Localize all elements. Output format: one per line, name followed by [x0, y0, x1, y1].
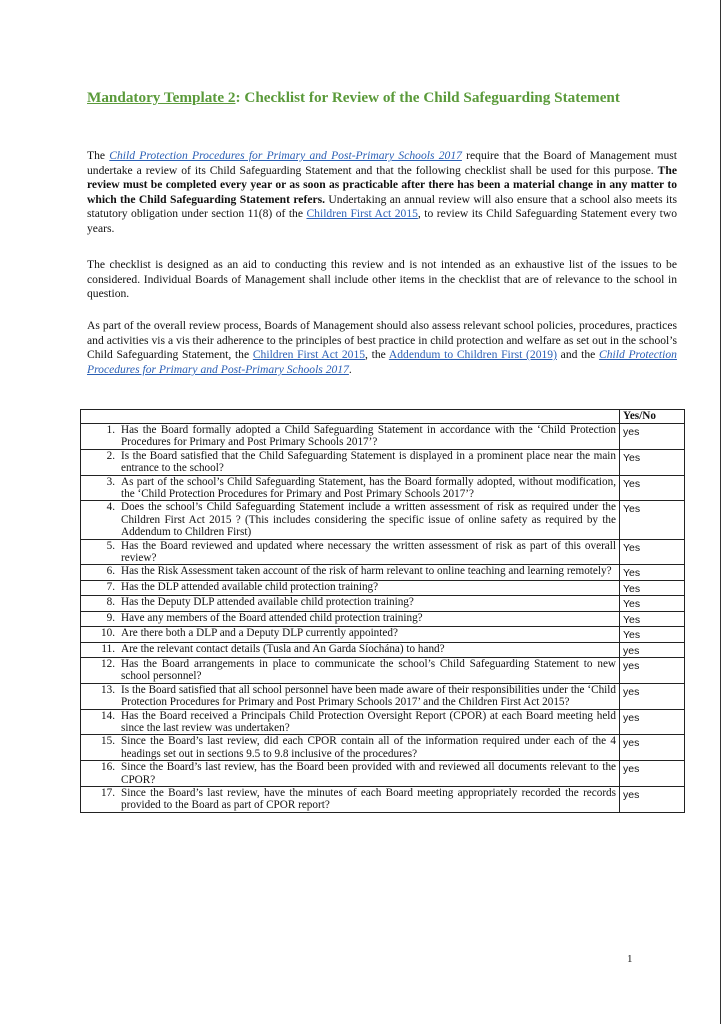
- yes-no-header: Yes/No: [620, 410, 685, 424]
- question-number: 12.: [101, 657, 115, 670]
- children-first-link[interactable]: Children First Act 2015: [252, 348, 366, 362]
- question-cell: [81, 786, 620, 812]
- question-cell: [81, 501, 620, 539]
- question-number: 15.: [101, 735, 115, 748]
- question-text: Has the Board received a Principals Child Protection Oversight Report (CPOR) at each Board meeting held since the last review was undertaken?: [121, 709, 616, 734]
- text: The: [87, 149, 110, 162]
- question-number: 10.: [101, 627, 115, 640]
- question-cell: [81, 611, 620, 626]
- question-number: 6.: [106, 565, 115, 578]
- question-number: 3.: [106, 475, 115, 488]
- answer-cell: yes: [620, 683, 685, 709]
- question-header-cell: [81, 410, 620, 424]
- question-number: 9.: [106, 611, 115, 624]
- question-text: Since the Board’s last review, have the minutes of each Board meeting appropriately recorded the records provided to the Board as part of CPOR report?: [121, 786, 616, 812]
- question-number: 16.: [101, 761, 115, 774]
- answer-cell: Yes: [620, 475, 685, 501]
- question-text: Has the Board arrangements in place to communicate the school’s Child Safeguarding Statement to new school personnel?: [121, 657, 616, 683]
- question-number: 7.: [106, 580, 115, 593]
- question-text: Has the Board reviewed and updated where necessary the written assessment of risk as part of this overall review?: [121, 539, 616, 565]
- answer-cell: yes: [620, 657, 685, 683]
- question-cell: [81, 627, 620, 642]
- text: .: [348, 362, 352, 376]
- addendum-link[interactable]: Addendum to Children First (2019): [388, 348, 557, 362]
- question-text: Have any members of the Board attended child protection training?: [121, 611, 423, 624]
- question-text: Has the DLP attended available child protection training?: [121, 580, 379, 593]
- review-process-paragraph: [87, 319, 677, 377]
- answer-cell: Yes: [620, 449, 685, 475]
- question-cell: [81, 761, 620, 787]
- title-prefix: Mandatory Template 2: [87, 89, 236, 106]
- procedures-link[interactable]: Child Protection Procedures for Primary and Post-Primary Schools 2017: [87, 348, 677, 376]
- answer-cell: Yes: [620, 501, 685, 539]
- table-row: [81, 596, 685, 611]
- text: Undertaking an annual review will also ensure that a school also meets its statutory obligation under section 11(8) of the: [87, 192, 678, 221]
- question-cell: [81, 539, 620, 565]
- table-row: [81, 657, 685, 683]
- table-row: [81, 475, 685, 501]
- question-cell: [81, 683, 620, 709]
- question-number: 2.: [106, 449, 115, 462]
- answer-cell: yes: [620, 642, 685, 657]
- table-header-row: [81, 410, 685, 424]
- table-row: [81, 709, 685, 735]
- answer-cell: yes: [620, 761, 685, 787]
- table-row: [81, 501, 685, 539]
- question-cell: [81, 596, 620, 611]
- question-cell: [81, 657, 620, 683]
- table-row: [81, 786, 685, 812]
- table-row: [81, 761, 685, 787]
- question-text: Has the Deputy DLP attended available child protection training?: [121, 596, 414, 609]
- question-text: Are there both a DLP and a Deputy DLP currently appointed?: [121, 627, 398, 640]
- question-text: Are the relevant contact details (Tusla and An Garda Síochána) to hand?: [121, 642, 445, 655]
- answer-cell: Yes: [620, 596, 685, 611]
- answer-cell: yes: [620, 735, 685, 761]
- question-text: Has the Risk Assessment taken account of the risk of harm relevant to online teaching and learning remotely?: [121, 565, 612, 578]
- question-cell: [81, 449, 620, 475]
- answer-cell: yes: [620, 786, 685, 812]
- question-cell: [81, 565, 620, 580]
- table-row: [81, 449, 685, 475]
- question-text: Is the Board satisfied that the Child Safeguarding Statement is displayed in a prominent place near the main entrance to the school?: [121, 449, 616, 475]
- procedures-link[interactable]: Child Protection Procedures for Primary and Post-Primary Schools 2017: [109, 149, 462, 162]
- text: , to review its Child Safeguarding Statement every two years.: [87, 207, 677, 235]
- answer-cell: Yes: [620, 627, 685, 642]
- question-cell: [81, 424, 620, 450]
- question-number: 17.: [101, 786, 115, 799]
- page-number: 1: [627, 953, 633, 965]
- table-row: [81, 735, 685, 761]
- question-text: As part of the school’s Child Safeguarding Statement, has the Board formally adopted, without modification, the ‘Child Protection Procedures for Primary and Post Primary Schools 2017’?: [121, 475, 616, 501]
- question-number: 11.: [101, 642, 115, 655]
- children-first-link[interactable]: Children First Act 2015: [306, 207, 418, 221]
- text: require that the Board of Management must undertake a review of its Child Safeguarding Statement and that the following checklist shall be used for this purpose.: [87, 149, 677, 177]
- text: , the: [365, 348, 389, 362]
- question-text: Does the school’s Child Safeguarding Statement include a written assessment of risk as required under the Children First Act 2015 ? (This includes considering the specific issue of online safety as required by the Addendum to Children First): [121, 501, 616, 539]
- table-row: [81, 539, 685, 565]
- intro-paragraph: [87, 149, 677, 237]
- table-row: [81, 565, 685, 580]
- table-row: [81, 642, 685, 657]
- table-row: [81, 683, 685, 709]
- question-text: Since the Board’s last review, has the Board been provided with and reviewed all documents relevant to the CPOR?: [121, 761, 616, 786]
- question-text: Since the Board’s last review, did each CPOR contain all of the information required under each of the 4 headings set out in sections 9.5 to 9.8 inclusive of the procedures?: [121, 735, 616, 760]
- answer-cell: yes: [620, 709, 685, 735]
- title-rest: : Checklist for Review of the Child Safeguarding Statement: [235, 89, 620, 106]
- question-number: 13.: [101, 683, 115, 696]
- answer-cell: Yes: [620, 580, 685, 595]
- question-number: 14.: [101, 709, 115, 722]
- question-text: Has the Board formally adopted a Child Safeguarding Statement in accordance with the ‘Child Protection Procedures for Primary and Post Primary Schools 2017’?: [121, 424, 616, 449]
- question-number: 8.: [106, 596, 115, 609]
- table-row: [81, 424, 685, 450]
- table-row: [81, 580, 685, 595]
- question-cell: [81, 580, 620, 595]
- question-number: 4.: [106, 501, 115, 514]
- question-text: Is the Board satisfied that all school personnel have been made aware of their responsibilities under the ‘Child Protection Procedures for Primary and Post Primary Schools 2017’ and the Children First Act 2015?: [121, 683, 616, 709]
- question-cell: [81, 642, 620, 657]
- text: As part of the overall review process, Boards of Management should also assess relevant school policies, procedures, practices and activities vis a vis their adherence to the principles of best practice in child protection and welfare as set out in the school’s Child Safeguarding Statement, the: [87, 319, 677, 362]
- checklist-description-paragraph: The checklist is designed as an aid to conducting this review and is not intended as an exhaustive list of the issues to be considered. Individual Boards of Management shall include other items in the checklist that are of relevance to the school in question.: [87, 258, 677, 301]
- table-row: [81, 627, 685, 642]
- answer-cell: Yes: [620, 539, 685, 565]
- question-number: 1.: [106, 424, 115, 436]
- table-row: [81, 611, 685, 626]
- question-cell: [81, 735, 620, 761]
- text: and the: [556, 348, 599, 362]
- question-cell: [81, 475, 620, 501]
- document-title: [87, 88, 677, 108]
- page-edge-line: [720, 0, 721, 1024]
- answer-cell: Yes: [620, 565, 685, 580]
- answer-cell: yes: [620, 424, 685, 450]
- question-cell: [81, 709, 620, 735]
- bold-requirement: The review must be completed every year or as soon as practicable after there has been a material change in any matter to which the Child Safeguarding Statement refers.: [87, 163, 677, 206]
- question-number: 5.: [106, 539, 115, 552]
- answer-cell: Yes: [620, 611, 685, 626]
- review-checklist-table: [80, 409, 685, 813]
